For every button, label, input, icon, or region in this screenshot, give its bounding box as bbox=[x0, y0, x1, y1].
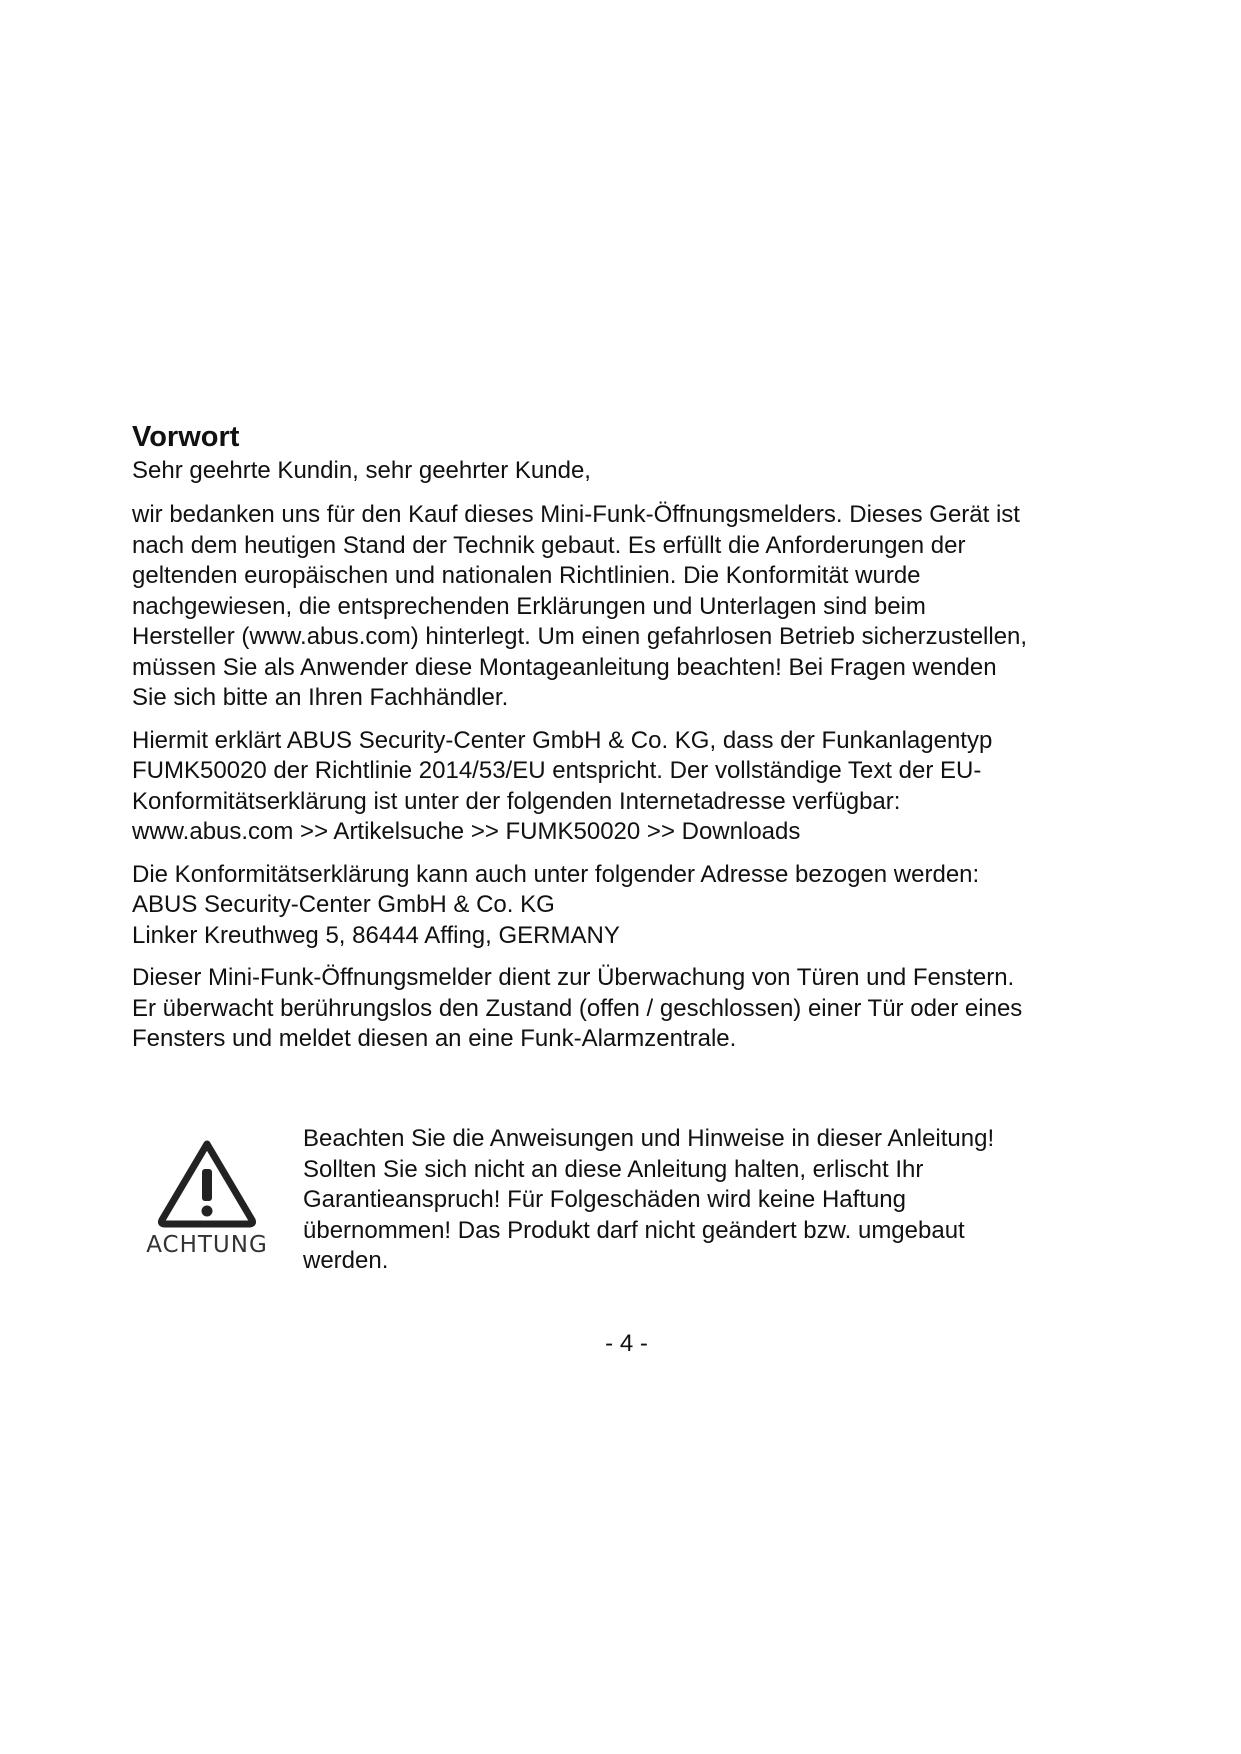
salutation: Sehr geehrte Kundin, sehr geehrter Kunde, bbox=[132, 457, 591, 484]
warning-box bbox=[132, 1124, 1132, 1294]
text-line: Sollten Sie sich nicht an diese Anleitung halten, erlischt Ihr bbox=[303, 1155, 924, 1183]
text-line: Garantieanspruch! Für Folgeschäden wird keine Haftung bbox=[303, 1186, 906, 1213]
text-line: Fensters und meldet diesen an eine Funk-Alarmzentrale. bbox=[132, 1025, 737, 1052]
paragraph-intro bbox=[132, 500, 1142, 714]
text-line: Konformitätserklärung ist unter der folgenden Internetadresse verfügbar: bbox=[132, 787, 901, 815]
warning-label: ACHTUNG bbox=[146, 1232, 268, 1258]
text-line: Er überwacht berührungslos den Zustand (offen / geschlossen) einer Tür oder eines bbox=[132, 994, 1023, 1022]
text-line: nachgewiesen, die entsprechenden Erklärungen und Unterlagen sind beim bbox=[132, 592, 926, 620]
paragraph-purpose bbox=[132, 963, 1142, 1055]
text-line: FUMK50020 der Richtlinie 2014/53/EU entspricht. Der vollständige Text der EU- bbox=[132, 757, 982, 784]
text-line: Die Konformitätserklärung kann auch unter folgender Adresse bezogen werden: bbox=[132, 860, 980, 888]
text-line: Beachten Sie die Anweisungen und Hinweise in dieser Anleitung! bbox=[303, 1125, 995, 1152]
text-line: Hersteller (www.abus.com) hinterlegt. Um einen gefahrlosen Betrieb sicherzustellen, bbox=[132, 623, 1028, 650]
text-line: Linker Kreuthweg 5, 86444 Affing, GERMANY bbox=[132, 921, 620, 949]
page-title: Vorwort bbox=[132, 421, 240, 453]
paragraph-declaration bbox=[132, 726, 1142, 848]
text-line: Hiermit erklärt ABUS Security-Center GmbH & Co. KG, dass der Funkanlagentyp bbox=[132, 726, 993, 754]
text-line: geltenden europäischen und nationalen Richtlinien. Die Konformität wurde bbox=[132, 562, 921, 589]
text-line: Dieser Mini-Funk-Öffnungsmelder dient zur Überwachung von Türen und Fenstern. bbox=[132, 964, 1015, 991]
text-line: www.abus.com >> Artikelsuche >> FUMK50020 >> Downloads bbox=[132, 818, 801, 845]
text-line: übernommen! Das Produkt darf nicht geändert bzw. umgebaut bbox=[303, 1216, 965, 1244]
text-line: ABUS Security-Center GmbH & Co. KG bbox=[132, 891, 555, 918]
text-line: nach dem heutigen Stand der Technik gebaut. Es erfüllt die Anforderungen der bbox=[132, 531, 966, 559]
text-line: Sie sich bitte an Ihren Fachhändler. bbox=[132, 684, 509, 711]
text-line: werden. bbox=[303, 1247, 389, 1274]
main-content bbox=[132, 420, 1142, 1055]
paragraph-address bbox=[132, 860, 1142, 952]
text-line: wir bedanken uns für den Kauf dieses Mini-Funk-Öffnungsmelders. Dieses Gerät ist bbox=[132, 501, 1020, 528]
text-line: müssen Sie als Anwender diese Montageanleitung beachten! Bei Fragen wenden bbox=[132, 653, 997, 681]
warning-text bbox=[303, 1124, 1123, 1277]
page-number: - 4 - bbox=[605, 1330, 648, 1357]
